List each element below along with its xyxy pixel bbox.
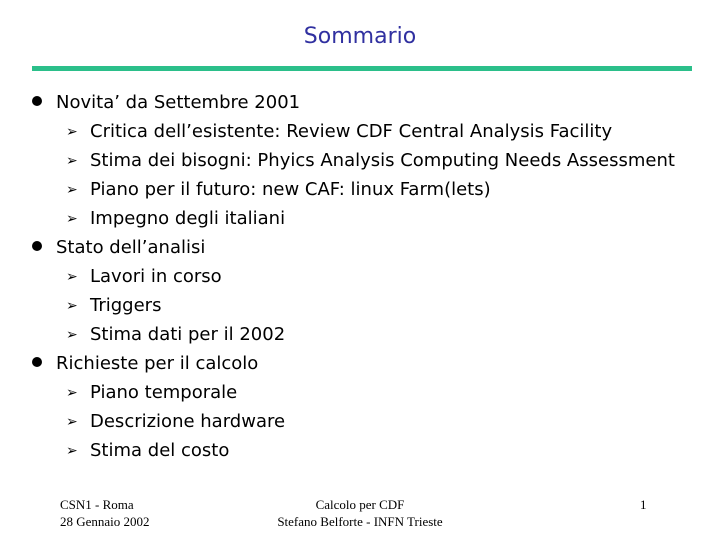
arrowhead-icon: ➢ xyxy=(66,211,78,227)
bullet-dot-icon xyxy=(32,96,42,106)
bullet-item: Richieste per il calcolo xyxy=(32,353,258,375)
sub-bullet-item: ➢ Piano per il futuro: new CAF: linux Farm(lets) xyxy=(66,179,491,200)
sub-bullet-item: ➢ Stima del costo xyxy=(66,440,230,461)
bullet-item: Stato dell’analisi xyxy=(32,237,205,259)
bullet-dot-icon xyxy=(32,357,42,367)
footer-author: Stefano Belforte - INFN Trieste xyxy=(277,514,443,529)
arrowhead-icon: ➢ xyxy=(66,153,78,169)
page-number: 1 xyxy=(640,497,647,512)
footer-venue: CSN1 - Roma xyxy=(60,497,134,512)
sub-bullet-item: ➢ Piano temporale xyxy=(66,382,238,403)
arrowhead-icon: ➢ xyxy=(66,182,78,198)
slide-title: Sommario xyxy=(303,24,417,49)
sub-bullet-item: ➢ Descrizione hardware xyxy=(66,411,286,432)
bullet-item: Novita’ da Settembre 2001 xyxy=(32,92,300,114)
arrowhead-icon: ➢ xyxy=(66,385,78,401)
footer-talk-title: Calcolo per CDF xyxy=(315,497,405,512)
sub-bullet-item: ➢ Critica dell’esistente: Review CDF Central Analysis Facility xyxy=(66,121,613,142)
arrowhead-icon: ➢ xyxy=(66,269,78,285)
title-divider xyxy=(32,66,692,71)
arrowhead-icon: ➢ xyxy=(66,443,78,459)
arrowhead-icon: ➢ xyxy=(66,327,78,343)
arrowhead-icon: ➢ xyxy=(66,298,78,314)
footer-center xyxy=(250,496,470,530)
footer-date: 28 Gennaio 2002 xyxy=(60,514,150,529)
arrowhead-icon: ➢ xyxy=(66,414,78,430)
sub-bullet-item: ➢ Stima dei bisogni: Phyics Analysis Computing Needs Assessment xyxy=(66,150,675,171)
sub-bullet-item: ➢ Impegno degli italiani xyxy=(66,208,286,229)
arrowhead-icon: ➢ xyxy=(66,124,78,140)
sub-bullet-item: ➢ Lavori in corso xyxy=(66,266,222,287)
footer-left xyxy=(60,496,150,530)
sub-bullet-item: ➢ Stima dati per il 2002 xyxy=(66,324,286,345)
bullet-dot-icon xyxy=(32,241,42,251)
sub-bullet-item: ➢ Triggers xyxy=(66,295,162,316)
